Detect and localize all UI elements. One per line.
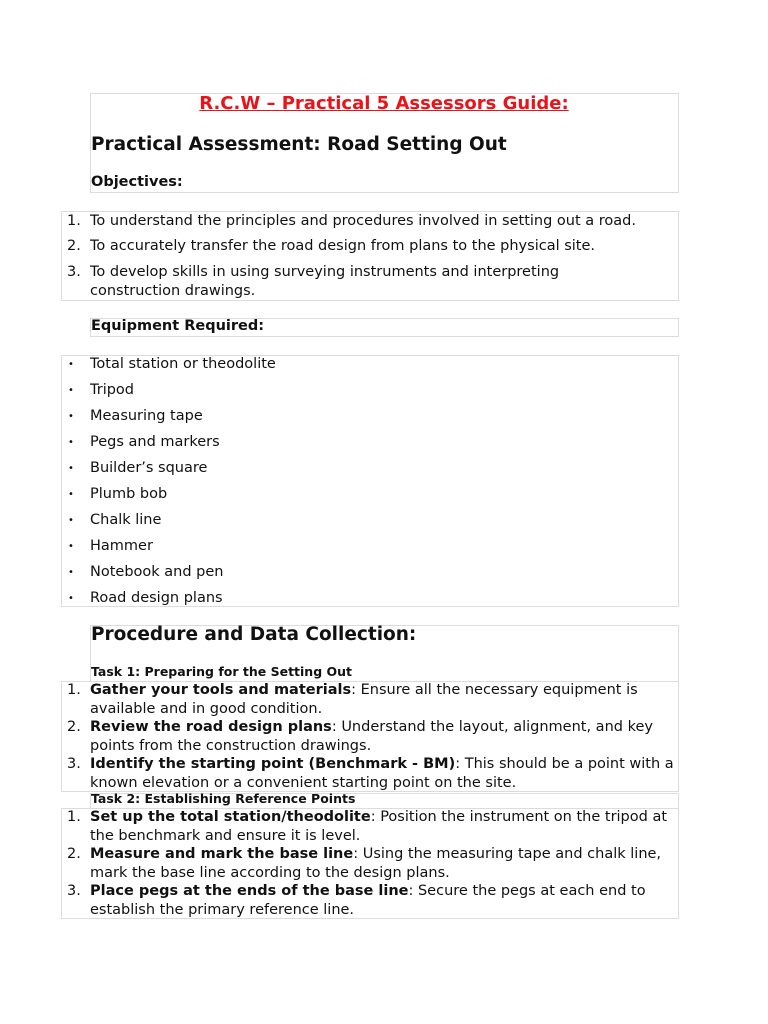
step-detail: : Secure the pegs at each end to establish the primary reference line. xyxy=(90,883,646,918)
equipment-text: Road design plans xyxy=(90,590,223,606)
equipment-text: Pegs and markers xyxy=(90,434,220,450)
step-text xyxy=(90,681,678,718)
bullet-icon: • xyxy=(68,515,74,526)
task2-heading: Task 2: Establishing Reference Points xyxy=(91,791,356,806)
objective-item xyxy=(62,237,674,263)
objective-text: To understand the principles and procedures involved in setting out a road. xyxy=(90,213,636,229)
bullet-icon: • xyxy=(68,359,74,370)
bullet-icon: • xyxy=(68,489,74,500)
equipment-item xyxy=(62,590,276,616)
list-number: 1. xyxy=(67,682,81,698)
equipment-item xyxy=(62,538,276,564)
objective-text: To develop skills in using surveying instruments and interpreting construction drawings. xyxy=(90,264,560,299)
step-label: Place pegs at the ends of the base line xyxy=(90,883,409,899)
equipment-text: Plumb bob xyxy=(90,486,168,502)
task1-steps xyxy=(62,681,678,792)
equipment-item xyxy=(62,564,276,590)
step-label: Gather your tools and materials xyxy=(90,682,352,698)
equipment-list xyxy=(62,356,276,616)
bullet-icon: • xyxy=(68,541,74,552)
bullet-icon: • xyxy=(68,463,74,474)
step-item xyxy=(62,882,678,919)
step-detail: : Using the measuring tape and chalk line, mark the base line according to the design plans. xyxy=(90,846,662,881)
equipment-item xyxy=(62,486,276,512)
list-number: 1. xyxy=(67,809,81,825)
equipment-text: Hammer xyxy=(90,538,153,554)
bullet-icon: • xyxy=(68,593,74,604)
equipment-text: Builder’s square xyxy=(90,460,208,476)
objectives-heading: Objectives: xyxy=(91,174,183,190)
step-text xyxy=(90,882,678,919)
document-title: R.C.W – Practical 5 Assessors Guide: xyxy=(199,93,569,114)
bullet-icon: • xyxy=(68,411,74,422)
step-text xyxy=(90,845,678,882)
step-item xyxy=(62,681,678,718)
equipment-heading: Equipment Required: xyxy=(91,318,265,334)
list-number: 3. xyxy=(67,756,81,772)
bullet-icon: • xyxy=(68,385,74,396)
list-number: 1. xyxy=(67,213,81,229)
bullet-icon: • xyxy=(68,567,74,578)
objectives-list xyxy=(62,212,674,300)
equipment-text: Notebook and pen xyxy=(90,564,224,580)
procedure-heading: Procedure and Data Collection: xyxy=(91,624,417,645)
equipment-text: Measuring tape xyxy=(90,408,203,424)
equipment-text: Total station or theodolite xyxy=(90,356,276,372)
equipment-item xyxy=(62,512,276,538)
page-title: Practical Assessment: Road Setting Out xyxy=(91,134,507,155)
equipment-item xyxy=(62,460,276,486)
step-text xyxy=(90,808,678,845)
step-label: Review the road design plans xyxy=(90,719,332,735)
step-item xyxy=(62,755,678,792)
objective-item xyxy=(62,212,674,237)
step-label: Measure and mark the base line xyxy=(90,846,354,862)
objective-text: To accurately transfer the road design from plans to the physical site. xyxy=(90,238,596,254)
equipment-text: Tripod xyxy=(90,382,134,398)
equipment-item xyxy=(62,356,276,382)
list-number: 3. xyxy=(67,264,81,280)
step-text xyxy=(90,718,678,755)
list-number: 3. xyxy=(67,883,81,899)
equipment-item xyxy=(62,382,276,408)
equipment-text: Chalk line xyxy=(90,512,162,528)
step-detail: : Ensure all the necessary equipment is available and in good condition. xyxy=(90,682,638,717)
step-label: Identify the starting point (Benchmark - BM) xyxy=(90,756,456,772)
step-text xyxy=(90,755,678,792)
task1-heading: Task 1: Preparing for the Setting Out xyxy=(91,664,352,679)
step-item xyxy=(62,808,678,845)
equipment-item xyxy=(62,434,276,460)
task2-steps xyxy=(62,808,678,919)
list-number: 2. xyxy=(67,846,81,862)
bullet-icon: • xyxy=(68,437,74,448)
list-number: 2. xyxy=(67,238,81,254)
step-label: Set up the total station/theodolite xyxy=(90,809,371,825)
objective-item xyxy=(62,263,674,300)
equipment-item xyxy=(62,408,276,434)
step-detail: : Understand the layout, alignment, and key points from the construction drawings. xyxy=(90,719,653,754)
step-item xyxy=(62,718,678,755)
list-number: 2. xyxy=(67,719,81,735)
step-detail: : This should be a point with a known elevation or a convenient starting point on the site. xyxy=(90,756,674,791)
step-detail: : Position the instrument on the tripod at the benchmark and ensure it is level. xyxy=(90,809,668,844)
step-item xyxy=(62,845,678,882)
